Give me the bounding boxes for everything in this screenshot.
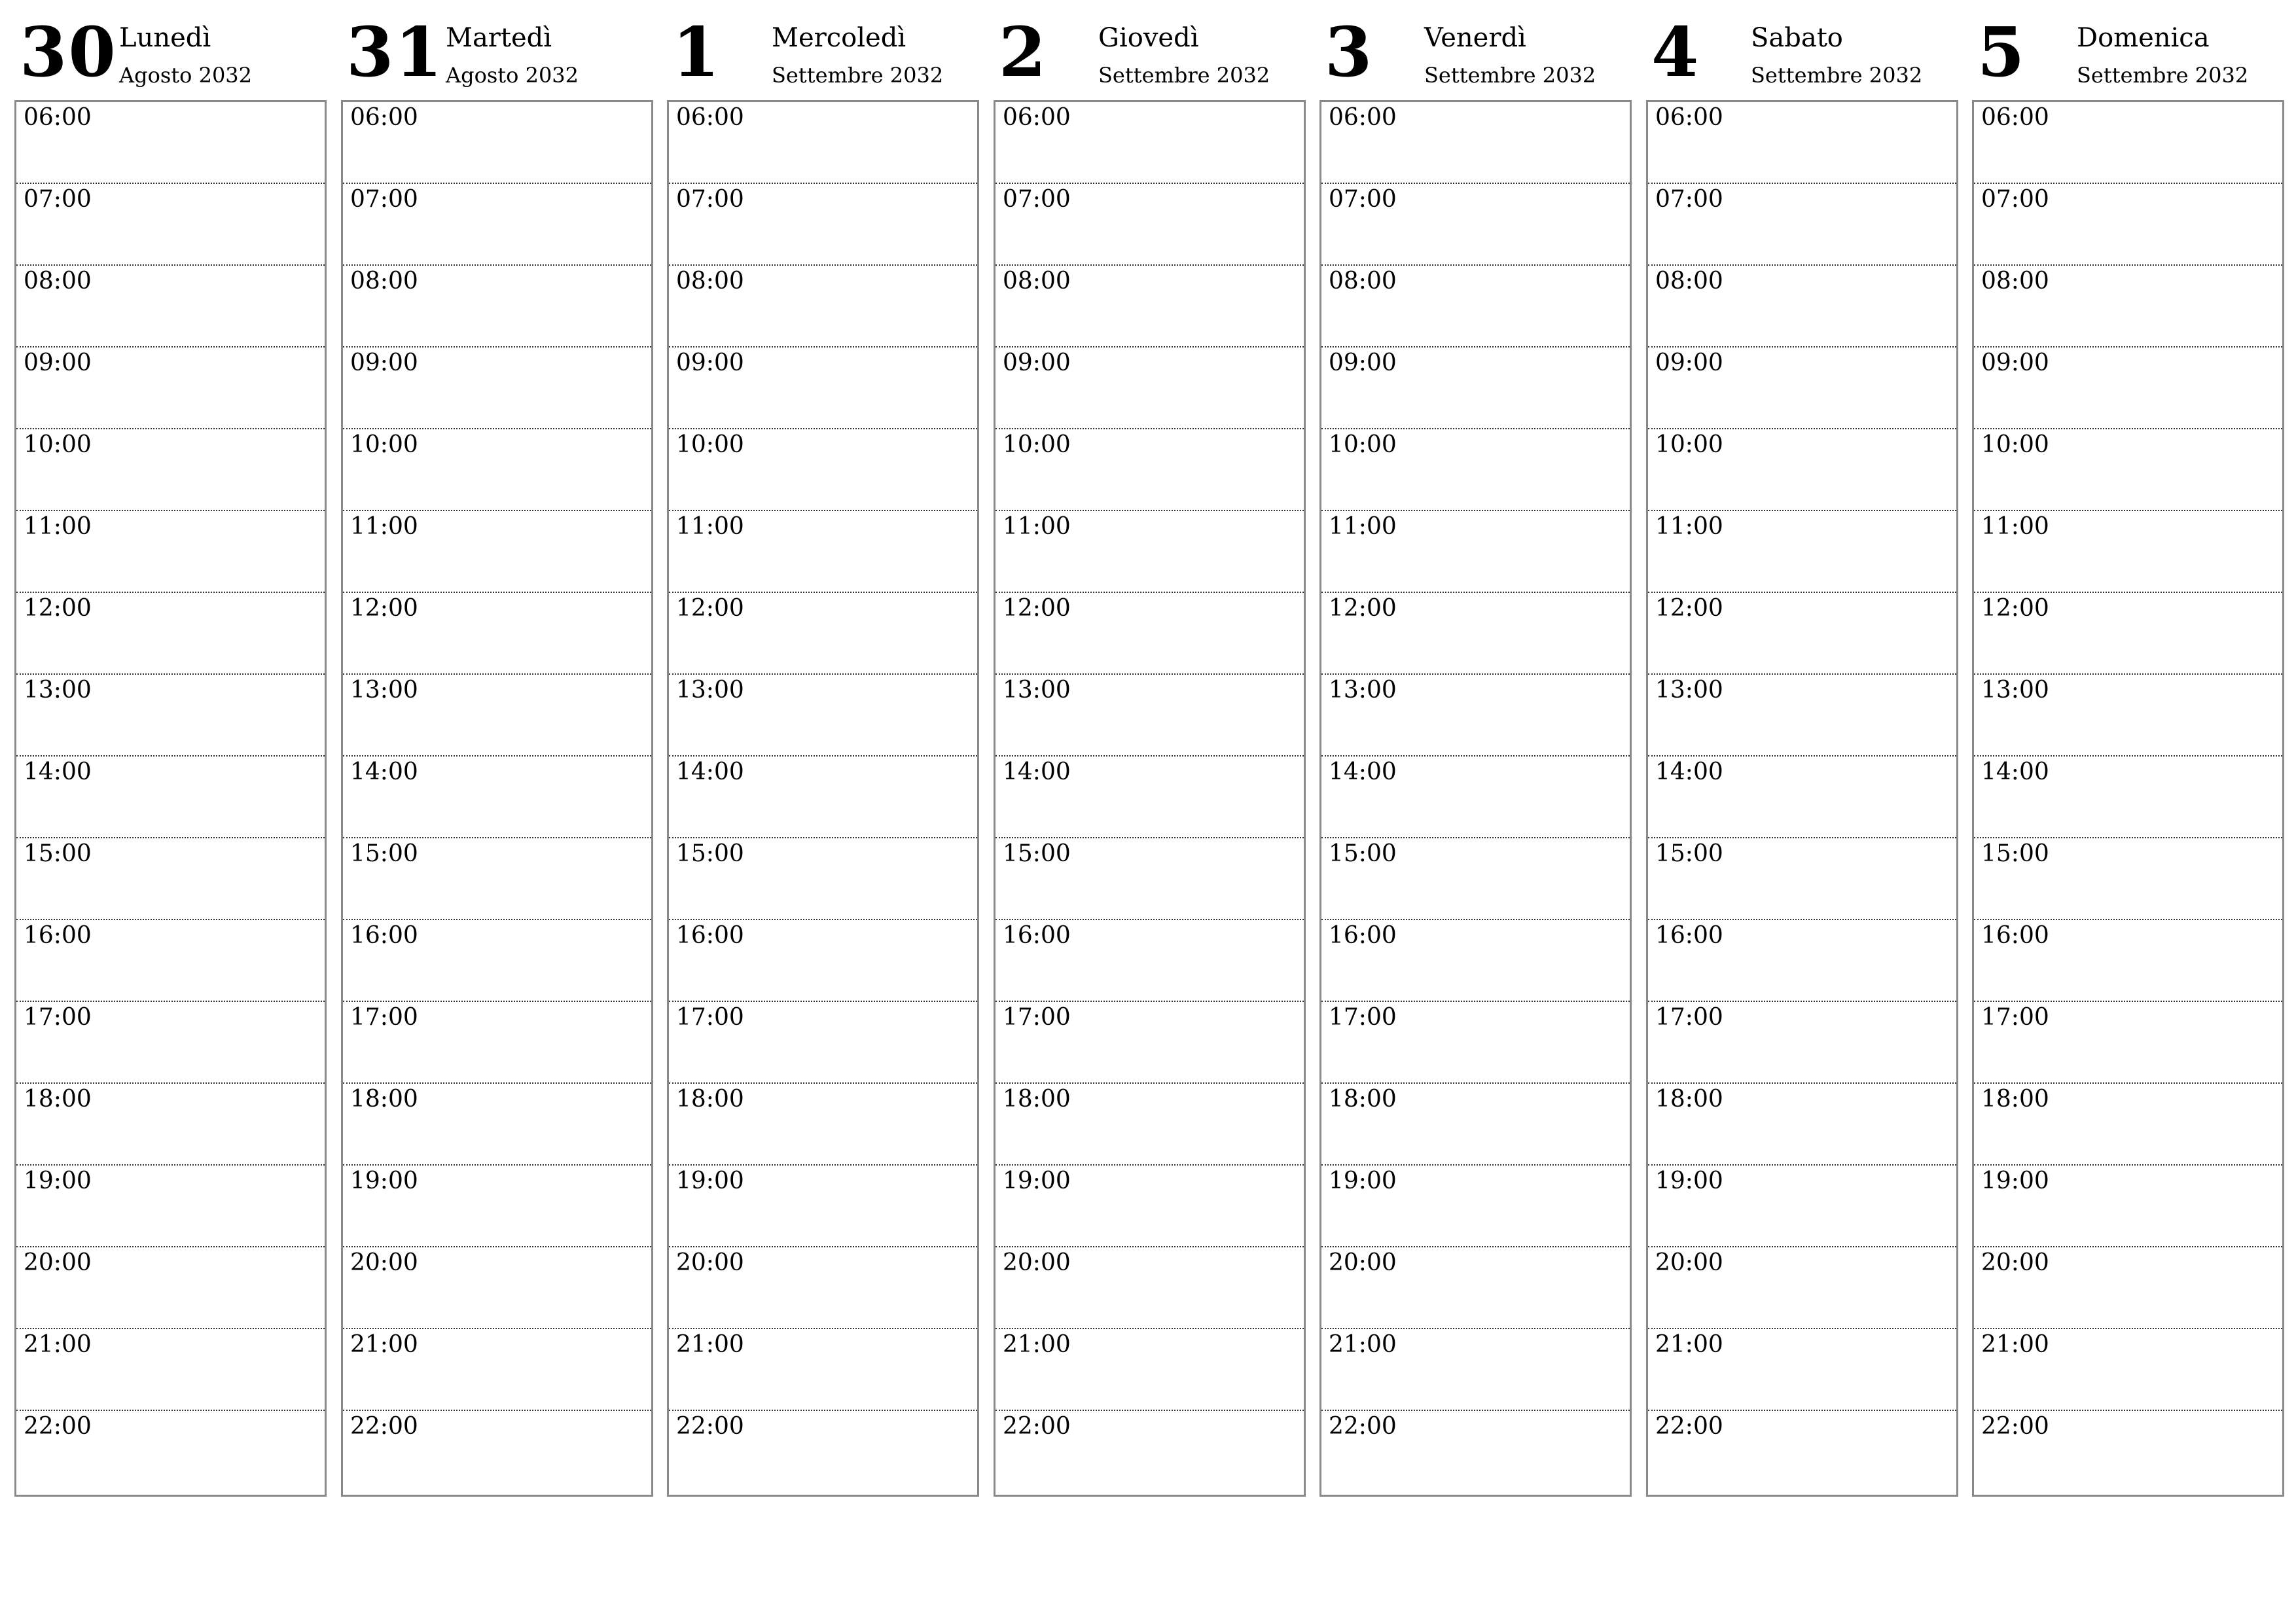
time-label: 21:00	[350, 1331, 418, 1358]
time-slot[interactable]	[343, 1411, 651, 1493]
time-slot[interactable]	[343, 1084, 651, 1166]
time-label: 21:00	[1981, 1331, 2049, 1358]
time-label: 20:00	[676, 1249, 744, 1276]
time-label: 19:00	[350, 1168, 418, 1194]
time-label: 20:00	[1329, 1249, 1397, 1276]
time-label: 15:00	[1329, 840, 1397, 867]
time-slot[interactable]	[343, 675, 651, 757]
day-name: Giovedì	[1098, 23, 1199, 53]
time-label: 06:00	[1003, 104, 1071, 131]
time-slot[interactable]	[669, 1329, 977, 1411]
time-slot[interactable]	[1974, 511, 2282, 593]
time-slot[interactable]	[343, 266, 651, 348]
time-label: 16:00	[24, 922, 92, 949]
time-label: 10:00	[24, 431, 92, 458]
day-header	[994, 0, 1306, 98]
time-label: 11:00	[676, 513, 744, 540]
time-slot[interactable]	[669, 675, 977, 757]
day-schedule-box	[1972, 100, 2284, 1497]
time-label: 13:00	[24, 677, 92, 704]
time-label: 20:00	[1655, 1249, 1723, 1276]
time-label: 11:00	[1329, 513, 1397, 540]
time-slot[interactable]	[1974, 184, 2282, 266]
time-slot[interactable]	[16, 511, 325, 593]
time-label: 12:00	[24, 595, 92, 622]
day-header	[1972, 0, 2284, 98]
day-number: 1	[672, 12, 721, 92]
time-slot[interactable]	[16, 348, 325, 429]
time-slot[interactable]	[1974, 1084, 2282, 1166]
day-schedule-box	[1319, 100, 1632, 1497]
time-label: 21:00	[676, 1331, 744, 1358]
time-slot[interactable]	[1974, 757, 2282, 838]
time-slot[interactable]	[669, 1247, 977, 1329]
time-label: 14:00	[1003, 758, 1071, 785]
time-slot[interactable]	[996, 1329, 1304, 1411]
time-label: 21:00	[1655, 1331, 1723, 1358]
time-slot[interactable]	[1321, 348, 1630, 429]
time-slot[interactable]	[669, 429, 977, 511]
time-label: 13:00	[1329, 677, 1397, 704]
time-label: 06:00	[1655, 104, 1723, 131]
time-slot[interactable]	[1648, 348, 1956, 429]
time-slot[interactable]	[16, 184, 325, 266]
time-label: 06:00	[1329, 104, 1397, 131]
time-label: 17:00	[676, 1004, 744, 1031]
time-label: 09:00	[350, 349, 418, 376]
time-label: 08:00	[1981, 268, 2049, 294]
time-slot[interactable]	[669, 593, 977, 675]
time-label: 22:00	[676, 1413, 744, 1440]
time-label: 06:00	[676, 104, 744, 131]
time-label: 12:00	[1981, 595, 2049, 622]
time-slot[interactable]	[669, 266, 977, 348]
time-slot[interactable]	[996, 593, 1304, 675]
time-slot[interactable]	[996, 429, 1304, 511]
time-slot[interactable]	[16, 1002, 325, 1084]
time-slot[interactable]	[1648, 184, 1956, 266]
time-slot[interactable]	[1974, 1247, 2282, 1329]
time-slot[interactable]	[996, 1166, 1304, 1247]
time-slot[interactable]	[343, 348, 651, 429]
time-slot[interactable]	[1974, 1411, 2282, 1493]
month-label: Settembre 2032	[1098, 63, 1270, 88]
time-slot[interactable]	[669, 1411, 977, 1493]
time-label: 22:00	[1655, 1413, 1723, 1440]
day-number: 2	[999, 12, 1048, 92]
time-slot[interactable]	[1648, 1166, 1956, 1247]
time-label: 20:00	[1003, 1249, 1071, 1276]
time-slot[interactable]	[669, 1166, 977, 1247]
time-label: 08:00	[1329, 268, 1397, 294]
time-label: 15:00	[350, 840, 418, 867]
time-slot[interactable]	[16, 1247, 325, 1329]
time-slot[interactable]	[996, 1084, 1304, 1166]
time-slot[interactable]	[1321, 675, 1630, 757]
time-label: 19:00	[1329, 1168, 1397, 1194]
time-label: 18:00	[24, 1086, 92, 1113]
time-label: 22:00	[24, 1413, 92, 1440]
time-label: 20:00	[24, 1249, 92, 1276]
day-schedule-box	[667, 100, 979, 1497]
time-slot[interactable]	[16, 102, 325, 184]
time-slot[interactable]	[1974, 348, 2282, 429]
time-label: 16:00	[1655, 922, 1723, 949]
time-slot[interactable]	[343, 757, 651, 838]
time-label: 14:00	[676, 758, 744, 785]
time-slot[interactable]	[1321, 920, 1630, 1002]
time-label: 09:00	[676, 349, 744, 376]
day-schedule-box	[14, 100, 327, 1497]
time-slot[interactable]	[1321, 1411, 1630, 1493]
time-slot[interactable]	[996, 511, 1304, 593]
time-slot[interactable]	[669, 920, 977, 1002]
time-slot[interactable]	[1321, 1166, 1630, 1247]
time-slot[interactable]	[1321, 1002, 1630, 1084]
time-label: 22:00	[1003, 1413, 1071, 1440]
day-header	[1646, 0, 1958, 98]
time-slot[interactable]	[669, 757, 977, 838]
time-label: 11:00	[1003, 513, 1071, 540]
day-header	[14, 0, 327, 98]
time-label: 09:00	[24, 349, 92, 376]
time-label: 09:00	[1329, 349, 1397, 376]
day-number: 3	[1325, 12, 1374, 92]
time-label: 07:00	[350, 186, 418, 213]
time-label: 15:00	[676, 840, 744, 867]
time-slot[interactable]	[1648, 1329, 1956, 1411]
time-slot[interactable]	[1974, 102, 2282, 184]
time-label: 21:00	[24, 1331, 92, 1358]
day-name: Mercoledì	[772, 23, 906, 53]
day-header	[1319, 0, 1632, 98]
time-slot[interactable]	[996, 1247, 1304, 1329]
day-number: 5	[1977, 12, 2026, 92]
time-slot[interactable]	[1648, 429, 1956, 511]
time-label: 13:00	[1003, 677, 1071, 704]
time-slot[interactable]	[1321, 266, 1630, 348]
time-slot[interactable]	[669, 102, 977, 184]
time-slot[interactable]	[16, 1411, 325, 1493]
time-slot[interactable]	[1648, 838, 1956, 920]
time-label: 08:00	[24, 268, 92, 294]
time-label: 15:00	[1655, 840, 1723, 867]
time-label: 07:00	[1003, 186, 1071, 213]
time-slot[interactable]	[343, 1166, 651, 1247]
time-label: 18:00	[350, 1086, 418, 1113]
time-label: 10:00	[350, 431, 418, 458]
time-slot[interactable]	[1974, 266, 2282, 348]
time-slot[interactable]	[16, 675, 325, 757]
time-slot[interactable]	[1974, 429, 2282, 511]
time-label: 09:00	[1981, 349, 2049, 376]
time-label: 17:00	[1981, 1004, 2049, 1031]
time-slot[interactable]	[16, 838, 325, 920]
time-slot[interactable]	[669, 348, 977, 429]
time-slot[interactable]	[16, 593, 325, 675]
time-label: 18:00	[1329, 1086, 1397, 1113]
day-header	[667, 0, 979, 98]
time-slot[interactable]	[1321, 1247, 1630, 1329]
day-number: 31	[346, 12, 444, 92]
day-name: Sabato	[1751, 23, 1843, 53]
time-label: 22:00	[1329, 1413, 1397, 1440]
time-label: 15:00	[24, 840, 92, 867]
time-slot[interactable]	[16, 266, 325, 348]
day-name: Martedì	[446, 23, 552, 53]
time-label: 22:00	[350, 1413, 418, 1440]
time-label: 08:00	[676, 268, 744, 294]
time-slot[interactable]	[343, 920, 651, 1002]
time-slot[interactable]	[1974, 838, 2282, 920]
time-label: 14:00	[1329, 758, 1397, 785]
day-number: 30	[20, 12, 117, 92]
time-slot[interactable]	[1321, 757, 1630, 838]
time-label: 20:00	[1981, 1249, 2049, 1276]
time-slot[interactable]	[16, 1166, 325, 1247]
time-slot[interactable]	[996, 838, 1304, 920]
time-label: 06:00	[24, 104, 92, 131]
time-label: 11:00	[24, 513, 92, 540]
time-label: 19:00	[1003, 1168, 1071, 1194]
month-label: Settembre 2032	[772, 63, 944, 88]
time-slot[interactable]	[1321, 838, 1630, 920]
day-schedule-box	[994, 100, 1306, 1497]
time-label: 08:00	[1655, 268, 1723, 294]
time-label: 17:00	[24, 1004, 92, 1031]
day-schedule-box	[1646, 100, 1958, 1497]
time-slot[interactable]	[1974, 1166, 2282, 1247]
time-slot[interactable]	[1321, 593, 1630, 675]
time-slot[interactable]	[16, 1329, 325, 1411]
time-label: 10:00	[1329, 431, 1397, 458]
time-slot[interactable]	[1648, 920, 1956, 1002]
time-label: 19:00	[24, 1168, 92, 1194]
time-label: 18:00	[1003, 1086, 1071, 1113]
day-header	[341, 0, 653, 98]
time-label: 16:00	[1981, 922, 2049, 949]
time-slot[interactable]	[996, 1002, 1304, 1084]
time-label: 13:00	[1655, 677, 1723, 704]
time-slot[interactable]	[1321, 1329, 1630, 1411]
time-label: 07:00	[676, 186, 744, 213]
time-slot[interactable]	[1648, 675, 1956, 757]
month-label: Settembre 2032	[2077, 63, 2249, 88]
month-label: Agosto 2032	[119, 63, 253, 88]
time-label: 10:00	[676, 431, 744, 458]
time-label: 06:00	[1981, 104, 2049, 131]
day-schedule-box	[341, 100, 653, 1497]
time-label: 19:00	[676, 1168, 744, 1194]
time-label: 06:00	[350, 104, 418, 131]
time-slot[interactable]	[1321, 429, 1630, 511]
time-slot[interactable]	[1321, 184, 1630, 266]
time-slot[interactable]	[669, 1002, 977, 1084]
time-slot[interactable]	[996, 675, 1304, 757]
time-label: 12:00	[350, 595, 418, 622]
time-label: 17:00	[1655, 1004, 1723, 1031]
time-slot[interactable]	[669, 511, 977, 593]
time-label: 07:00	[1329, 186, 1397, 213]
time-slot[interactable]	[343, 1247, 651, 1329]
time-slot[interactable]	[996, 184, 1304, 266]
time-label: 11:00	[1655, 513, 1723, 540]
time-slot[interactable]	[343, 511, 651, 593]
time-slot[interactable]	[996, 102, 1304, 184]
time-label: 13:00	[1981, 677, 2049, 704]
month-label: Agosto 2032	[446, 63, 579, 88]
time-label: 12:00	[1655, 595, 1723, 622]
time-slot[interactable]	[343, 838, 651, 920]
time-label: 18:00	[1655, 1086, 1723, 1113]
time-label: 21:00	[1003, 1331, 1071, 1358]
time-label: 14:00	[1655, 758, 1723, 785]
time-slot[interactable]	[1648, 511, 1956, 593]
time-slot[interactable]	[1648, 757, 1956, 838]
time-slot[interactable]	[669, 838, 977, 920]
time-slot[interactable]	[1648, 102, 1956, 184]
time-slot[interactable]	[16, 1084, 325, 1166]
time-label: 15:00	[1003, 840, 1071, 867]
month-label: Settembre 2032	[1424, 63, 1596, 88]
time-slot[interactable]	[16, 757, 325, 838]
time-label: 12:00	[676, 595, 744, 622]
time-slot[interactable]	[1321, 1084, 1630, 1166]
time-slot[interactable]	[996, 348, 1304, 429]
time-slot[interactable]	[1648, 1002, 1956, 1084]
time-label: 14:00	[1981, 758, 2049, 785]
time-label: 14:00	[350, 758, 418, 785]
day-number: 4	[1651, 12, 1700, 92]
time-label: 08:00	[350, 268, 418, 294]
time-label: 16:00	[1003, 922, 1071, 949]
time-label: 09:00	[1655, 349, 1723, 376]
time-label: 18:00	[1981, 1086, 2049, 1113]
time-label: 10:00	[1655, 431, 1723, 458]
time-slot[interactable]	[343, 1329, 651, 1411]
time-label: 16:00	[1329, 922, 1397, 949]
day-name: Domenica	[2077, 23, 2210, 53]
time-slot[interactable]	[1648, 1084, 1956, 1166]
time-label: 17:00	[350, 1004, 418, 1031]
time-label: 07:00	[24, 186, 92, 213]
time-slot[interactable]	[1321, 102, 1630, 184]
time-label: 21:00	[1329, 1331, 1397, 1358]
time-label: 15:00	[1981, 840, 2049, 867]
time-label: 07:00	[1655, 186, 1723, 213]
time-slot[interactable]	[996, 1411, 1304, 1493]
time-label: 10:00	[1981, 431, 2049, 458]
time-slot[interactable]	[996, 920, 1304, 1002]
time-slot[interactable]	[669, 184, 977, 266]
time-slot[interactable]	[1974, 1002, 2282, 1084]
time-label: 17:00	[1003, 1004, 1071, 1031]
time-label: 12:00	[1003, 595, 1071, 622]
time-slot[interactable]	[1974, 920, 2282, 1002]
time-slot[interactable]	[343, 184, 651, 266]
time-slot[interactable]	[343, 102, 651, 184]
time-slot[interactable]	[1648, 266, 1956, 348]
time-slot[interactable]	[1974, 1329, 2282, 1411]
time-slot[interactable]	[343, 1002, 651, 1084]
time-label: 19:00	[1655, 1168, 1723, 1194]
day-name: Lunedì	[119, 23, 211, 53]
time-label: 07:00	[1981, 186, 2049, 213]
time-label: 09:00	[1003, 349, 1071, 376]
time-label: 14:00	[24, 758, 92, 785]
time-slot[interactable]	[343, 593, 651, 675]
time-slot[interactable]	[16, 920, 325, 1002]
time-slot[interactable]	[1648, 1247, 1956, 1329]
time-label: 20:00	[350, 1249, 418, 1276]
time-label: 19:00	[1981, 1168, 2049, 1194]
time-label: 13:00	[350, 677, 418, 704]
time-label: 22:00	[1981, 1413, 2049, 1440]
time-slot[interactable]	[1648, 1411, 1956, 1493]
time-label: 12:00	[1329, 595, 1397, 622]
time-slot[interactable]	[669, 1084, 977, 1166]
time-label: 17:00	[1329, 1004, 1397, 1031]
time-slot[interactable]	[16, 429, 325, 511]
time-label: 10:00	[1003, 431, 1071, 458]
time-slot[interactable]	[996, 266, 1304, 348]
time-label: 16:00	[676, 922, 744, 949]
time-slot[interactable]	[1648, 593, 1956, 675]
time-label: 18:00	[676, 1086, 744, 1113]
time-slot[interactable]	[1974, 675, 2282, 757]
time-label: 16:00	[350, 922, 418, 949]
time-label: 11:00	[1981, 513, 2049, 540]
month-label: Settembre 2032	[1751, 63, 1923, 88]
time-slot[interactable]	[343, 429, 651, 511]
time-slot[interactable]	[1974, 593, 2282, 675]
time-label: 13:00	[676, 677, 744, 704]
time-label: 08:00	[1003, 268, 1071, 294]
time-slot[interactable]	[996, 757, 1304, 838]
time-label: 11:00	[350, 513, 418, 540]
time-slot[interactable]	[1321, 511, 1630, 593]
day-name: Venerdì	[1424, 23, 1526, 53]
